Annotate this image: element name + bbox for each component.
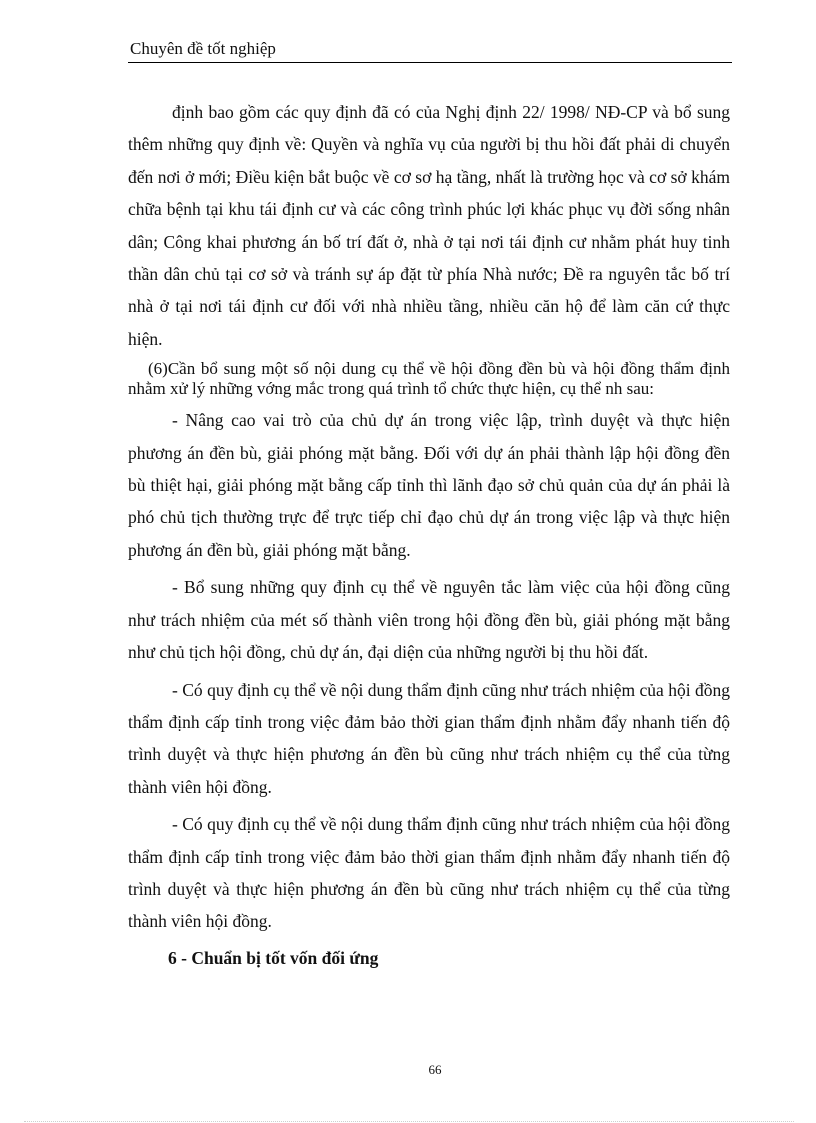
bullet-appraisal-content: - Có quy định cụ thể về nội dung thẩm định cũng như trách nhiệm của hội đồng thẩm định cấp tỉnh trong việc đảm bảo thời gian thẩm định nhằm đẩy nhanh tiến độ trình duyệt và thực hiện phương án đền bù cũng như trách nhiệm cụ thể của từng thành viên hội đồng.: [128, 679, 730, 797]
page-number: 66: [428, 1062, 442, 1077]
paragraph-resettlement: định bao gồm các quy định đã có của Nghị định 22/ 1998/ NĐ-CP và bổ sung thêm những quy định về: Quyền và nghĩa vụ của người bị thu hồi đất phải di chuyển đến nơi ở mới; Điều kiện bắt buộc về cơ sơ hạ tầng, nhất là trường học và cơ sở khám chữa bệnh tại khu tái định cư và các công trình phúc lợi khác phục vụ đời sống nhân dân; Công khai phương án bố trí đất ở, nhà ở tại nơi tái định cư nhằm phát huy tinh thần dân chủ tại cơ sở và tránh sự áp đặt từ phía Nhà nước; Đề ra nguyên tắc bố trí nhà ở tại nơi tái định cư đối với nhà nhiều tầng, nhiều căn hộ để làm căn cứ thực hiện.: [128, 102, 730, 349]
header-title: Chuyên đề tốt nghiệp: [130, 39, 276, 58]
paragraph-compensation-council: (6)Cần bổ sung một số nội dung cụ thể về hội đồng đền bù và hội đồng thẩm định nhằm xử lý những vớng mắc trong quá trình tổ chức thực hiện, cụ thể nh sau:: [128, 359, 730, 399]
bullet-appraisal-content-repeat: - Có quy định cụ thể về nội dung thẩm định cũng như trách nhiệm của hội đồng thẩm định cấp tỉnh trong việc đảm bảo thời gian thẩm định nhằm đẩy nhanh tiến độ trình duyệt và thực hiện phương án đền bù cũng như trách nhiệm cụ thể của từng thành viên hội đồng.: [128, 814, 730, 932]
document-body: [128, 96, 730, 974]
page-bottom-divider: [24, 1121, 794, 1122]
page-header: [128, 38, 732, 63]
section-heading: 6 - Chuẩn bị tốt vốn đối ứng: [168, 947, 379, 968]
bullet-project-owner-role: - Nâng cao vai trò của chủ dự án trong việc lập, trình duyệt và thực hiện phương án đền bù, giải phóng mặt bằng. Đối với dự án phải thành lập hội đồng đền bù thiệt hại, giải phóng mặt bằng cấp tỉnh thì lãnh đạo sở chủ quản của dự án phải là phó chủ tịch thường trực để trực tiếp chỉ đạo chủ dự án trong việc lập và thực hiện phương án đền bù, giải phóng mặt bằng.: [128, 410, 730, 560]
bullet-council-principles: - Bổ sung những quy định cụ thể về nguyên tắc làm việc của hội đồng cũng như trách nhiệm của mét số thành viên trong hội đồng đền bù, giải phóng mặt bằng như chủ tịch hội đồng, chủ dự án, đại diện của những người bị thu hồi đất.: [128, 577, 730, 663]
